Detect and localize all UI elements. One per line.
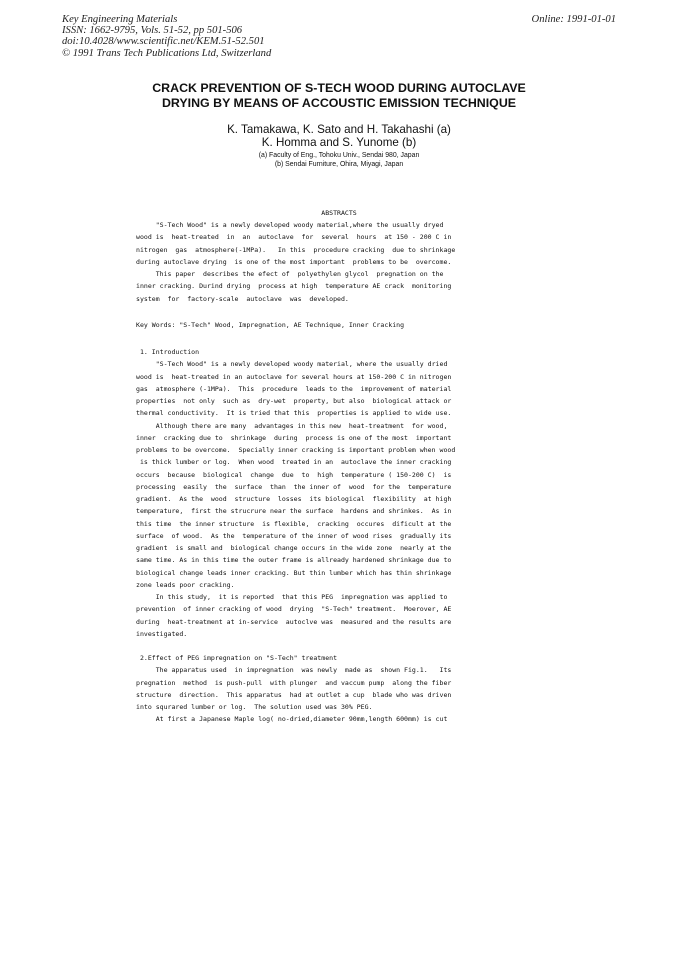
body-line: gradient. As the wood structure losses its biological flexibility at high xyxy=(136,495,452,503)
section-heading: 1. Introduction xyxy=(136,348,200,356)
body-line: pregnation method is push-pull with plunger and vaccum pump along the fiber xyxy=(136,678,452,687)
copyright-line: © 1991 Trans Tech Publications Ltd, Switzerland xyxy=(62,47,272,59)
online-date: Online: 1991-01-01 xyxy=(531,14,616,25)
body-line: inner cracking due to shrinkage during process is one of the most important xyxy=(136,433,452,442)
authors-line-2: K. Homma and S. Yunome (b) xyxy=(261,135,417,149)
section-heading: 2.Effect of PEG impregnation on "S-Tech" treatment xyxy=(136,654,338,662)
body-line: biological change leads inner cracking. But thin lumber which has thin shrinkage xyxy=(136,568,452,577)
section-peg-impregnation xyxy=(136,652,516,726)
body-line: occurs because biological change due to high temperature ( 150-200 C) is xyxy=(136,470,452,479)
body-line: zone leads poor cracking. xyxy=(136,580,235,589)
body-line: At first a Japanese Maple log( no-dried,diameter 90mm,length 600mm) is cut xyxy=(136,715,448,724)
body-line: this time the inner structure is flexible, cracking occures dificult at the xyxy=(136,519,452,528)
abstract-line: This paper describes the efect of polyethylen glycol pregnation on the xyxy=(136,270,444,278)
abstract-line: nitrogen gas atmosphere(-1MPa). In this procedure cracking due to shrinkage xyxy=(136,245,456,254)
affiliations xyxy=(0,151,678,169)
body-line: during heat-treatment at in-service autoclve was measured and the results are xyxy=(136,617,452,626)
body-line: investigated. xyxy=(136,629,188,638)
body-line: properties not only such as dry-wet property, but also biological attack or xyxy=(136,397,452,405)
body-line: Although there are many advantages in this new heat-treatment for wood, xyxy=(136,421,448,430)
keywords-block xyxy=(136,319,516,331)
body-line: surface of wood. As the temperature of the inner of wood rises gradually its xyxy=(136,531,452,540)
body-line: "S-Tech Wood" is a newly developed woody material, where the usually dried xyxy=(136,360,448,369)
body-line: processing easily the surface than the inner of wood for the temperature xyxy=(136,482,452,491)
body-line: same time. As in this time the outer frame is allready hardened shrinkage due to xyxy=(136,556,452,565)
body-line: is thick lumber or log. When wood treated in an autoclave the inner cracking xyxy=(136,458,452,467)
affiliation-a: (a) Faculty of Eng., Tohoku Univ., Sendai 980, Japan xyxy=(258,152,420,159)
body-line: problems to be overcome. Specially inner cracking is important problem when wood xyxy=(136,446,456,454)
title-line-2: DRYING BY MEANS OF ACCOUSTIC EMISSION TECHNIQUE xyxy=(161,96,517,110)
body-line: In this study, it is reported that this PEG impregnation was applied to xyxy=(136,593,448,601)
abstract-line: system for factory-scale autoclave was developed. xyxy=(136,294,349,303)
affiliation-b: (b) Sendai Furniture, Ohira, Miyagi, Japan xyxy=(274,161,404,169)
issn-line: ISSN: 1662-9795, Vols. 51-52, pp 501-506 xyxy=(62,25,243,37)
body-line: temperature, first the strucrure near the surface hardens and shrinkes. As in xyxy=(136,507,452,516)
keywords-line: Key Words: "S-Tech" Wood, Impregnation, AE Technique, Inner Cracking xyxy=(136,321,405,329)
body-line: prevention of inner cracking of wood drying "S-Tech" treatment. Moerover, AE xyxy=(136,605,452,614)
author-list xyxy=(0,124,678,149)
abstract-line: wood is heat-treated in an autoclave for several hours at 150 - 200 C in xyxy=(136,233,452,242)
abstract-line: inner cracking. Durind drying process at high temperature AE crack monitoring xyxy=(136,282,452,291)
abstract-line: during autoclave drying is one of the most important problems to be overcome. xyxy=(136,257,452,266)
paper-title xyxy=(0,81,678,111)
authors-line-1: K. Tamakawa, K. Sato and H. Takahashi (a) xyxy=(227,123,451,136)
body-line: gradient is small and biological change occurs in the wide zone nearly at the xyxy=(136,544,452,552)
body-line: structure direction. This apparatus had at outlet a cup blade who was driven xyxy=(136,690,452,699)
body-line: into squrared lumber or log. The solution used was 30% PEG. xyxy=(136,703,373,711)
section-introduction xyxy=(136,346,516,640)
body-line: The apparatus used in impregnation was newly made as shown Fig.1. Its xyxy=(136,666,452,675)
journal-header xyxy=(62,14,271,59)
body-line: thermal conductivity. It is tried that this properties is applied to wide use. xyxy=(136,409,452,418)
body-line: gas atmosphere (-1MPa). This procedure leads to the improvement of material xyxy=(136,384,452,393)
abstract-body xyxy=(136,219,516,305)
abstract-heading: ABSTRACTS xyxy=(321,209,357,217)
title-line-1: CRACK PREVENTION OF S-TECH WOOD DURING AUTOCLAVE xyxy=(152,81,526,95)
journal-name: Key Engineering Materials xyxy=(62,14,178,25)
doi-line: doi:10.4028/www.scientific.net/KEM.51-52.501 xyxy=(62,36,265,48)
body-line: wood is heat-treated in an autoclave for several hours at 150-200 C in nitrogen xyxy=(136,372,452,381)
abstract-line: "S-Tech Wood" is a newly developed woody material,where the usually dryed xyxy=(136,221,444,229)
